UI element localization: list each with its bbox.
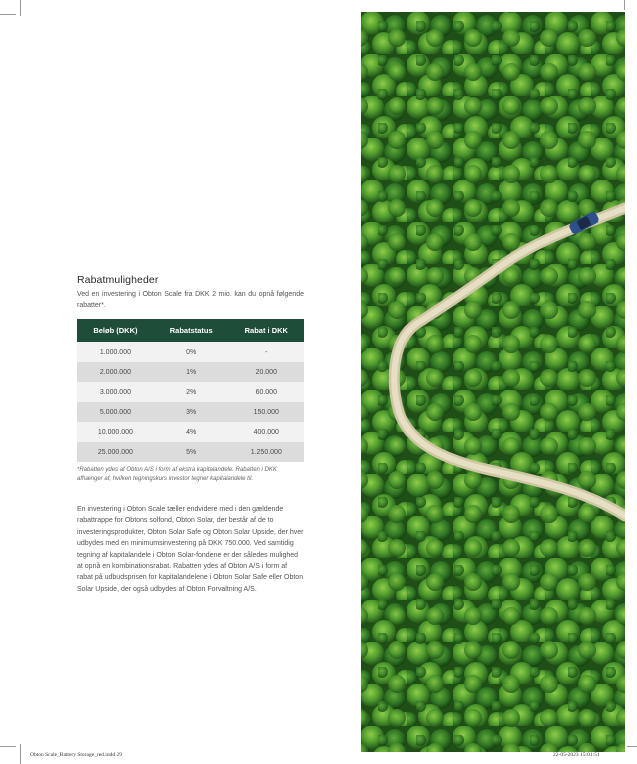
table-row <box>77 402 304 422</box>
crop-mark <box>0 14 16 15</box>
cell-amount: 1.000.000 <box>77 342 154 362</box>
crop-mark <box>0 746 16 747</box>
cell-amount: 3.000.000 <box>77 382 154 402</box>
crop-mark <box>20 744 21 764</box>
forest-road-photo <box>361 12 625 752</box>
crop-mark <box>624 0 625 10</box>
column-header-status: Rabatstatus <box>154 319 229 342</box>
cell-amount: 5.000.000 <box>77 402 154 422</box>
table-row <box>77 362 304 382</box>
section-title: Rabatmuligheder <box>77 274 159 286</box>
intro-text: Ved en investering i Obton Scale fra DKK 2 mio. kan du opnå følgende rabatter*. <box>77 291 304 309</box>
discount-table <box>77 319 304 462</box>
cell-status: 5% <box>154 442 229 462</box>
crop-mark <box>627 746 637 747</box>
cell-discount: 150.000 <box>229 402 304 422</box>
slug-timestamp: 22-05-2023 15:01:51 <box>553 752 600 758</box>
cell-amount: 25.000.000 <box>77 442 154 462</box>
cell-discount: 1.250.000 <box>229 442 304 462</box>
table-footnote: *Rabatten ydes af Obton A/S i form af ekstra kapitalandele. Rabatten i DKK afhænger af, hvilken tegningskurs investor tegner kapitalandele til. <box>77 467 277 482</box>
cell-discount: - <box>229 342 304 362</box>
slug-filename: Obton Scale_Battery Storage_red.indd 29 <box>30 752 122 758</box>
cell-discount: 20.000 <box>229 362 304 382</box>
cell-status: 2% <box>154 382 229 402</box>
cell-discount: 400.000 <box>229 422 304 442</box>
table-row <box>77 442 304 462</box>
crop-mark <box>20 0 21 16</box>
table-row <box>77 382 304 402</box>
cell-status: 0% <box>154 342 229 362</box>
table-row <box>77 422 304 442</box>
cell-amount: 10.000.000 <box>77 422 154 442</box>
column-header-amount: Beløb (DKK) <box>77 319 154 342</box>
cell-amount: 2.000.000 <box>77 362 154 382</box>
table-header-row <box>77 319 304 342</box>
column-header-discount: Rabat i DKK <box>229 319 304 342</box>
cell-status: 4% <box>154 422 229 442</box>
table-row <box>77 342 304 362</box>
cell-status: 1% <box>154 362 229 382</box>
cell-status: 3% <box>154 402 229 422</box>
cell-discount: 60.000 <box>229 382 304 402</box>
body-paragraph: En investering i Obton Scale tæller endvidere med i den gældende rabattrappe for Obtons solfond, Obton Solar, der består af de to investeringsprodukter, Obton Solar Safe og Obton Solar Upside, der hver udbydes med en minimumsinvestering på DKK 750.000. Ved samtidig tegning af kapitalandele i Obton Solar-fondene er der således mulighed at opnå en kombinationsrabat. Rabatten ydes af Obton A/S i form af rabat på udbudsprisen for kapitalandelene i Obton Solar Safe eller Obton Solar Upside, der også udbydes af Obton Forvaltning A/S. <box>77 506 304 593</box>
